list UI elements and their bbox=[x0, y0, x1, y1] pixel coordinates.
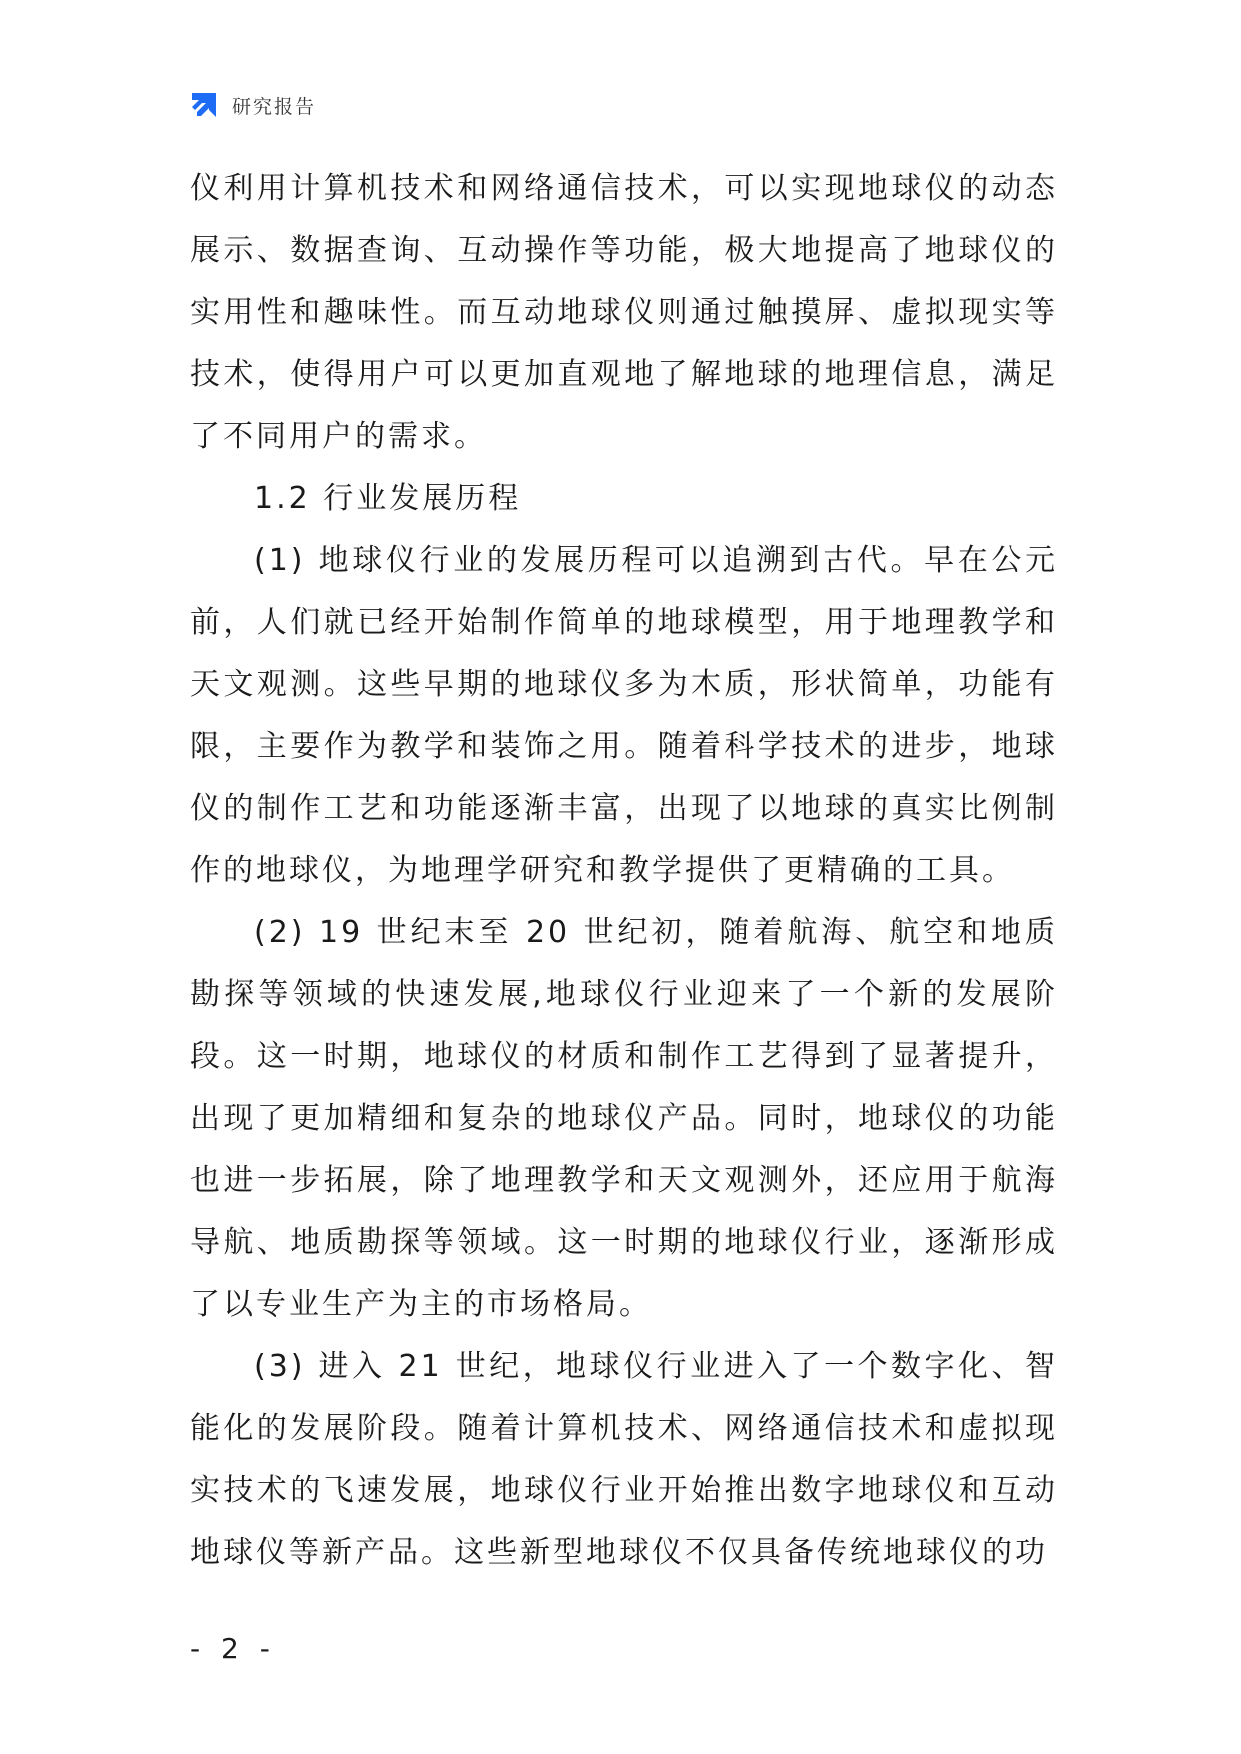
report-header bbox=[188, 88, 316, 122]
arrow-up-right-icon bbox=[188, 89, 220, 121]
page-number: - 2 - bbox=[190, 1632, 276, 1665]
paragraph-1: (1) 地球仪行业的发展历程可以追溯到古代。早在公元前，人们就已经开始制作简单的地球模型，用于地理教学和天文观测。这些早期的地球仪多为木质，形状简单，功能有限，主要作为教学和装饰之用。随着科学技术的进步，地球仪的制作工艺和功能逐渐丰富，出现了以地球的真实比例制作的地球仪，为地理学研究和教学提供了更精确的工具。 bbox=[190, 543, 1058, 888]
paragraph-continued: 仪利用计算机技术和网络通信技术，可以实现地球仪的动态展示、数据查询、互动操作等功能，极大地提高了地球仪的实用性和趣味性。而互动地球仪则通过触摸屏、虚拟现实等技术，使得用户可以更加直观地了解地球的地理信息，满足了不同用户的需求。 bbox=[190, 171, 1058, 454]
header-title: 研究报告 bbox=[232, 95, 317, 118]
paragraph-2: (2) 19 世纪末至 20 世纪初，随着航海、航空和地质勘探等领域的快速发展,地球仪行业迎来了一个新的发展阶段。这一时期，地球仪的材质和制作工艺得到了显著提升，出现了更加精细和复杂的地球仪产品。同时，地球仪的功能也进一步拓展，除了地理教学和天文观测外，还应用于航海导航、地质勘探等领域。这一时期的地球仪行业，逐渐形成了以专业生产为主的市场格局。 bbox=[190, 915, 1058, 1322]
paragraph-3: (3) 进入 21 世纪，地球仪行业进入了一个数字化、智能化的发展阶段。随着计算机技术、网络通信技术和虚拟现实技术的飞速发展，地球仪行业开始推出数字地球仪和互动地球仪等新产品。这些新型地球仪不仅具备传统地球仪的功 bbox=[190, 1349, 1058, 1570]
document-body bbox=[190, 158, 1058, 1584]
section-heading: 1.2 行业发展历程 bbox=[254, 481, 522, 516]
